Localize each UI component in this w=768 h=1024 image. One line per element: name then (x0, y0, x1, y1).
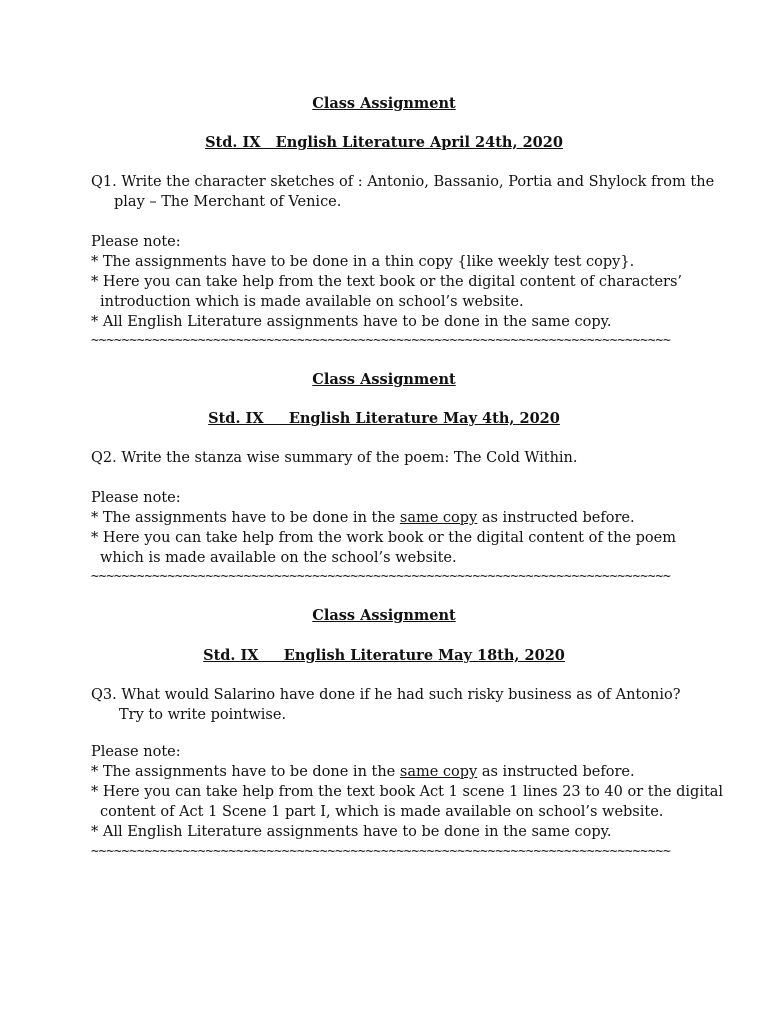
assignment-3-note-1-suffix: as instructed before. (477, 764, 635, 780)
assignment-2-subtitle: Std. IX English Literature May 4th, 2020 (208, 410, 560, 427)
assignment-2-note-1-underlined: same copy (399, 510, 478, 526)
assignment-3-divider: ~~~~~~~~~~~~~~~~~~~~~~~~~~~~~~~~~~~~~~~~~~~~~~~~~~~~~~~~~~~~~~~~~~~~~~~~~~~~ (91, 845, 671, 859)
assignment-1-note-1: * The assignments have to be done in a thin copy {like weekly test copy}. (91, 254, 635, 270)
assignment-1-question-line-1: Q1. Write the character sketches of : Antonio, Bassanio, Portia and Shylock from the (91, 174, 715, 190)
assignment-1-question-line-2: play – The Merchant of Venice. (114, 194, 342, 210)
assignment-2-note-1 (91, 508, 635, 528)
assignment-3-subtitle: Std. IX English Literature May 18th, 2020 (203, 647, 565, 664)
assignment-1-note-2b: introduction which is made available on school’s website. (100, 294, 524, 310)
assignment-1-note-3: * All English Literature assignments have to be done in the same copy. (91, 314, 612, 330)
assignment-2-divider: ~~~~~~~~~~~~~~~~~~~~~~~~~~~~~~~~~~~~~~~~~~~~~~~~~~~~~~~~~~~~~~~~~~~~~~~~~~~~ (91, 570, 671, 584)
assignment-2-note-2a: * Here you can take help from the work book or the digital content of the poem (91, 530, 676, 546)
assignment-3-question-line-1: Q3. What would Salarino have done if he had such risky business as of Antonio? (91, 687, 681, 703)
assignment-2-note-1-prefix: * The assignments have to be done in the (91, 510, 400, 526)
assignment-2-note-heading: Please note: (91, 490, 181, 506)
assignment-3-question-line-2: Try to write pointwise. (119, 707, 287, 723)
assignment-3-note-heading: Please note: (91, 744, 181, 760)
assignment-3-note-1-underlined: same copy (399, 764, 478, 780)
assignment-1-note-heading: Please note: (91, 234, 181, 250)
assignment-2-title: Class Assignment (312, 371, 456, 388)
assignment-1-subtitle: Std. IX English Literature April 24th, 2020 (205, 134, 563, 151)
assignment-3-note-2a: * Here you can take help from the text book Act 1 scene 1 lines 23 to 40 or the digital (91, 784, 724, 800)
assignment-2-note-2b: which is made available on the school’s website. (100, 550, 457, 566)
assignment-1-divider: ~~~~~~~~~~~~~~~~~~~~~~~~~~~~~~~~~~~~~~~~~~~~~~~~~~~~~~~~~~~~~~~~~~~~~~~~~~~~ (91, 334, 671, 348)
assignment-3-note-1-prefix: * The assignments have to be done in the (91, 764, 400, 780)
assignment-3-note-1 (91, 762, 635, 782)
assignment-3-title: Class Assignment (312, 607, 456, 624)
assignment-3-note-3: * All English Literature assignments have to be done in the same copy. (91, 824, 612, 840)
assignment-3-note-2b: content of Act 1 Scene 1 part I, which is made available on school’s website. (100, 804, 664, 820)
assignment-1-note-2a: * Here you can take help from the text book or the digital content of characters’ (91, 274, 683, 290)
assignment-2-note-1-suffix: as instructed before. (477, 510, 635, 526)
assignment-1-title: Class Assignment (312, 95, 456, 112)
assignment-2-question-line-1: Q2. Write the stanza wise summary of the poem: The Cold Within. (91, 450, 578, 466)
